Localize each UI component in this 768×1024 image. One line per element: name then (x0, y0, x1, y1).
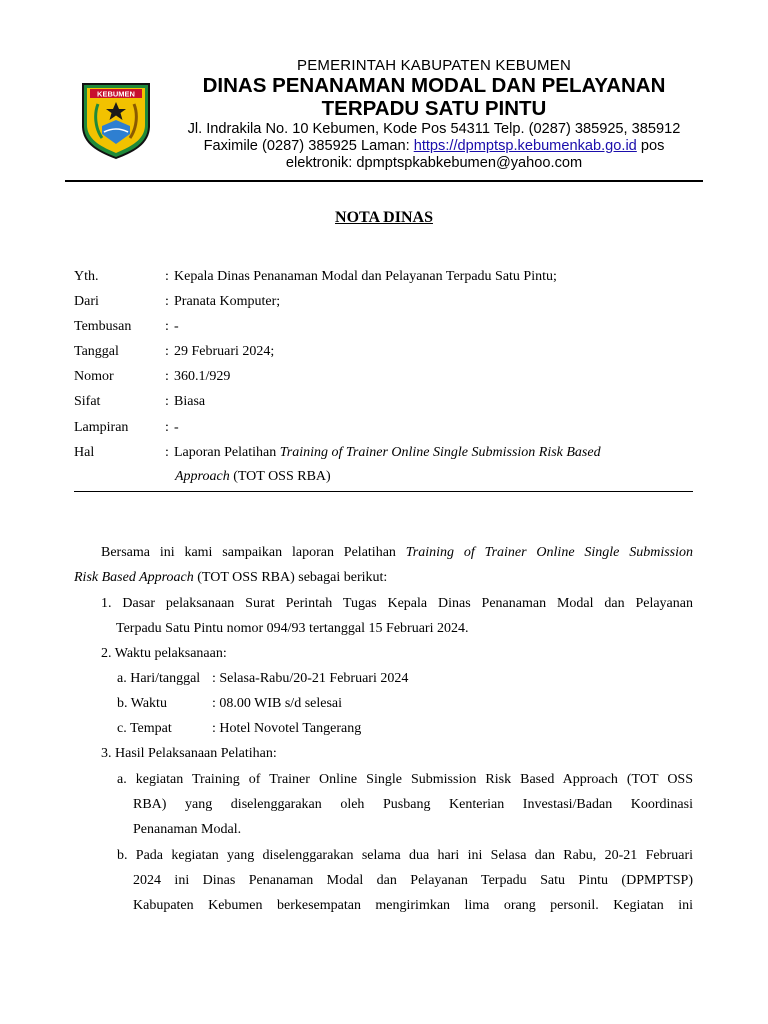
field-separator: : (165, 420, 169, 435)
government-name: PEMERINTAH KABUPATEN KEBUMEN (297, 57, 571, 74)
field-value: Kepala Dinas Penanaman Modal dan Pelayanan Terpadu Satu Pintu; (174, 269, 557, 284)
field-value: - (174, 319, 179, 334)
list-item-3b-line3: Kabupaten Kebumen berkesempatan mengirimkan lima orang personil. Kegiatan ini (133, 898, 693, 913)
website-link[interactable]: https://dpmptsp.kebumenkab.go.id (413, 138, 637, 154)
list-item-3a-line2: RBA) yang diselenggarakan oleh Pusbang Kenterian Investasi/Badan Koordinasi (133, 797, 693, 812)
list-item-3: 3. Hasil Pelaksanaan Pelatihan: (101, 746, 277, 761)
field-label: Lampiran (74, 420, 129, 435)
logo-text: KEBUMEN (97, 89, 135, 99)
hal-prefix: Laporan Pelatihan (174, 445, 280, 460)
hal-line2-text: (TOT OSS RBA) (229, 469, 331, 484)
list-item-3a-line3: Penanaman Modal. (133, 822, 242, 837)
field-label: Tembusan (74, 319, 132, 334)
letterhead-divider (65, 180, 703, 182)
field-value: 360.1/929 (174, 369, 231, 384)
list-item-1-line2: Terpadu Satu Pintu nomor 094/93 tertanggal 15 Februari 2024. (116, 621, 469, 636)
field-label: Sifat (74, 394, 101, 409)
email-line: elektronik: dpmptspkabkebumen@yahoo.com (285, 155, 583, 171)
hal-line2-italic: Approach (175, 469, 230, 484)
field-label: Hal (74, 445, 95, 460)
field-separator: : (165, 394, 169, 409)
list-item-3b-line2: 2024 ini Dinas Penanaman Modal dan Pelayanan Terpadu Satu Pintu (DPMPTSP) (133, 873, 693, 888)
field-separator: : (165, 344, 169, 359)
sub-item-value: : Hotel Novotel Tangerang (212, 721, 362, 736)
intro-paragraph-line2 (74, 569, 387, 586)
intro-italic: Training of Trainer Online Single Submission (405, 545, 694, 560)
intro-italic: Risk Based Approach (74, 570, 194, 585)
field-value: Pranata Komputer; (174, 294, 281, 309)
sub-item-label: c. Tempat (117, 721, 172, 736)
hal-italic: Training of Trainer Online Single Submission Risk Based (279, 445, 601, 460)
intro-text: Bersama ini kami sampaikan laporan Pelatihan (101, 545, 406, 560)
field-separator: : (165, 294, 169, 309)
field-label: Yth. (74, 269, 99, 284)
sub-item-value: : 08.00 WIB s/d selesai (212, 696, 343, 711)
field-value: Biasa (174, 394, 206, 409)
field-value (174, 444, 601, 461)
agency-name-line1: DINAS PENANAMAN MODAL DAN PELAYANAN (202, 74, 666, 97)
field-separator: : (165, 319, 169, 334)
field-value: - (174, 420, 179, 435)
field-label: Nomor (74, 369, 114, 384)
fax-text: Faximile (0287) 385925 Laman: (203, 138, 414, 154)
sub-item-label: b. Waktu (117, 696, 167, 711)
agency-name-line2: TERPADU SATU PINTU (321, 97, 547, 120)
header-divider (74, 491, 693, 492)
field-label: Dari (74, 294, 99, 309)
contact-line (150, 138, 718, 154)
intro-text: (TOT OSS RBA) sebagai berikut: (193, 570, 388, 585)
field-label: Tanggal (74, 344, 119, 359)
field-separator: : (165, 445, 169, 460)
list-item-3b-line1: b. Pada kegiatan yang diselenggarakan selama dua hari ini Selasa dan Rabu, 20-21 Februari (117, 848, 693, 863)
field-value: 29 Februari 2024; (174, 344, 275, 359)
list-item-3a-line1: a. kegiatan Training of Trainer Online Single Submission Risk Based Approach (TOT OSS (117, 772, 693, 787)
sub-item-label: a. Hari/tanggal (117, 671, 201, 686)
sub-item-value: : Selasa-Rabu/20-21 Februari 2024 (212, 671, 409, 686)
kebumen-coat-of-arms-logo (80, 80, 152, 160)
field-separator: : (165, 369, 169, 384)
hal-continuation (175, 469, 331, 485)
address-line: Jl. Indrakila No. 10 Kebumen, Kode Pos 54311 Telp. (0287) 385925, 385912 (187, 121, 681, 137)
list-item-1-line1: 1. Dasar pelaksanaan Surat Perintah Tugas Kepala Dinas Penanaman Modal dan Pelayanan (101, 596, 693, 611)
field-separator: : (165, 269, 169, 284)
intro-paragraph-line1 (101, 544, 693, 561)
pos-text: pos (636, 138, 665, 154)
list-item-2: 2. Waktu pelaksanaan: (101, 646, 227, 661)
document-title: NOTA DINAS (335, 209, 433, 226)
